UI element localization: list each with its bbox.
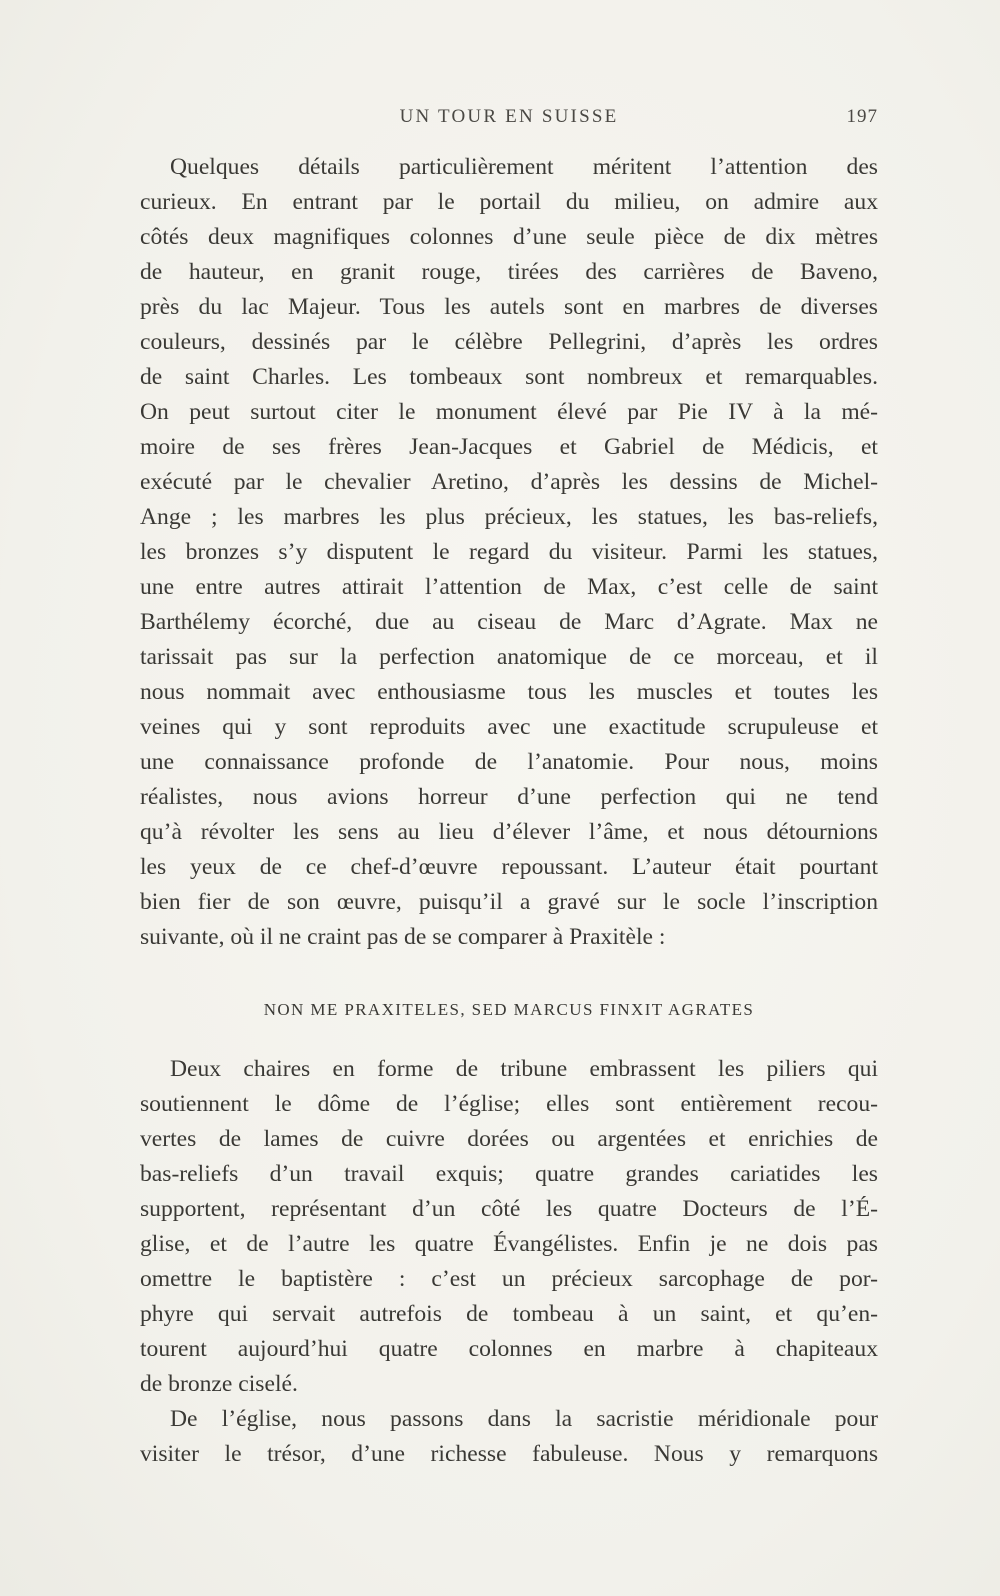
text-line: omettre le baptistère : c’est un précieux sarcophage de por-	[140, 1266, 878, 1292]
text-line: réalistes, nous avions horreur d’une perfection qui ne tend	[140, 784, 878, 810]
text-line: les bronzes s’y disputent le regard du visiteur. Parmi les statues,	[140, 539, 878, 565]
text-line: tourent aujourd’hui quatre colonnes en marbre à chapiteaux	[140, 1336, 878, 1362]
text-line: tarissait pas sur la perfection anatomique de ce morceau, et il	[140, 644, 878, 670]
text-line: qu’à révolter les sens au lieu d’élever l’âme, et nous détournions	[140, 819, 878, 845]
text-line: visiter le trésor, d’une richesse fabuleuse. Nous y remarquons	[140, 1441, 878, 1467]
text-line: bien fier de son œuvre, puisqu’il a gravé sur le socle l’inscription	[140, 889, 878, 915]
text-line: curieux. En entrant par le portail du milieu, on admire aux	[140, 189, 878, 215]
text-line: Barthélemy écorché, due au ciseau de Marc d’Agrate. Max ne	[140, 609, 878, 635]
text-line: supportent, représentant d’un côté les quatre Docteurs de l’É-	[140, 1196, 878, 1222]
text-line: bas-reliefs d’un travail exquis; quatre grandes cariatides les	[140, 1161, 878, 1187]
text-line: suivante, où il ne craint pas de se comparer à Praxitèle :	[140, 924, 666, 950]
text-line: Deux chaires en forme de tribune embrassent les piliers qui	[170, 1056, 878, 1082]
text-line: phyre qui servait autrefois de tombeau à un saint, et qu’en-	[140, 1301, 878, 1327]
text-line: une connaissance profonde de l’anatomie. Pour nous, moins	[140, 749, 878, 775]
text-line: de bronze ciselé.	[140, 1371, 298, 1397]
text-line: De l’église, nous passons dans la sacristie méridionale pour	[170, 1406, 878, 1432]
text-line: près du lac Majeur. Tous les autels sont en marbres de diverses	[140, 294, 878, 320]
text-line: glise, et de l’autre les quatre Évangélistes. Enfin je ne dois pas	[140, 1231, 878, 1257]
text-line: de hauteur, en granit rouge, tirées des carrières de Baveno,	[140, 259, 878, 285]
text-line: une entre autres attirait l’attention de Max, c’est celle de saint	[140, 574, 878, 600]
text-line: vertes de lames de cuivre dorées ou argentées et enrichies de	[140, 1126, 878, 1152]
text-line: nous nommait avec enthousiasme tous les muscles et toutes les	[140, 679, 878, 705]
text-line: exécuté par le chevalier Aretino, d’après les dessins de Michel-	[140, 469, 878, 495]
text-line: Quelques détails particulièrement méritent l’attention des	[170, 154, 878, 180]
paragraph-pulpits-treasury	[140, 1052, 878, 1472]
text-line: côtés deux magnifiques colonnes d’une seule pièce de dix mètres	[140, 224, 878, 250]
paragraph-cathedral-details	[140, 150, 878, 955]
running-head: UN TOUR EN SUISSE	[399, 106, 619, 127]
text-line: moire de ses frères Jean-Jacques et Gabriel de Médicis, et	[140, 434, 878, 460]
text-line: soutiennent le dôme de l’église; elles sont entièrement recou-	[140, 1091, 878, 1117]
text-line: de saint Charles. Les tombeaux sont nombreux et remarquables.	[140, 364, 878, 390]
latin-inscription: NON ME PRAXITELES, SED MARCUS FINXIT AGRATES	[263, 1000, 755, 1019]
page-number: 197	[846, 106, 878, 127]
text-line: les yeux de ce chef-d’œuvre repoussant. L’auteur était pourtant	[140, 854, 878, 880]
text-line: couleurs, dessinés par le célèbre Pellegrini, d’après les ordres	[140, 329, 878, 355]
text-line: veines qui y sont reproduits avec une exactitude scrupuleuse et	[140, 714, 878, 740]
page-header	[140, 106, 878, 136]
text-line: On peut surtout citer le monument élevé par Pie IV à la mé-	[140, 399, 878, 425]
text-line: Ange ; les marbres les plus précieux, les statues, les bas-reliefs,	[140, 504, 878, 530]
